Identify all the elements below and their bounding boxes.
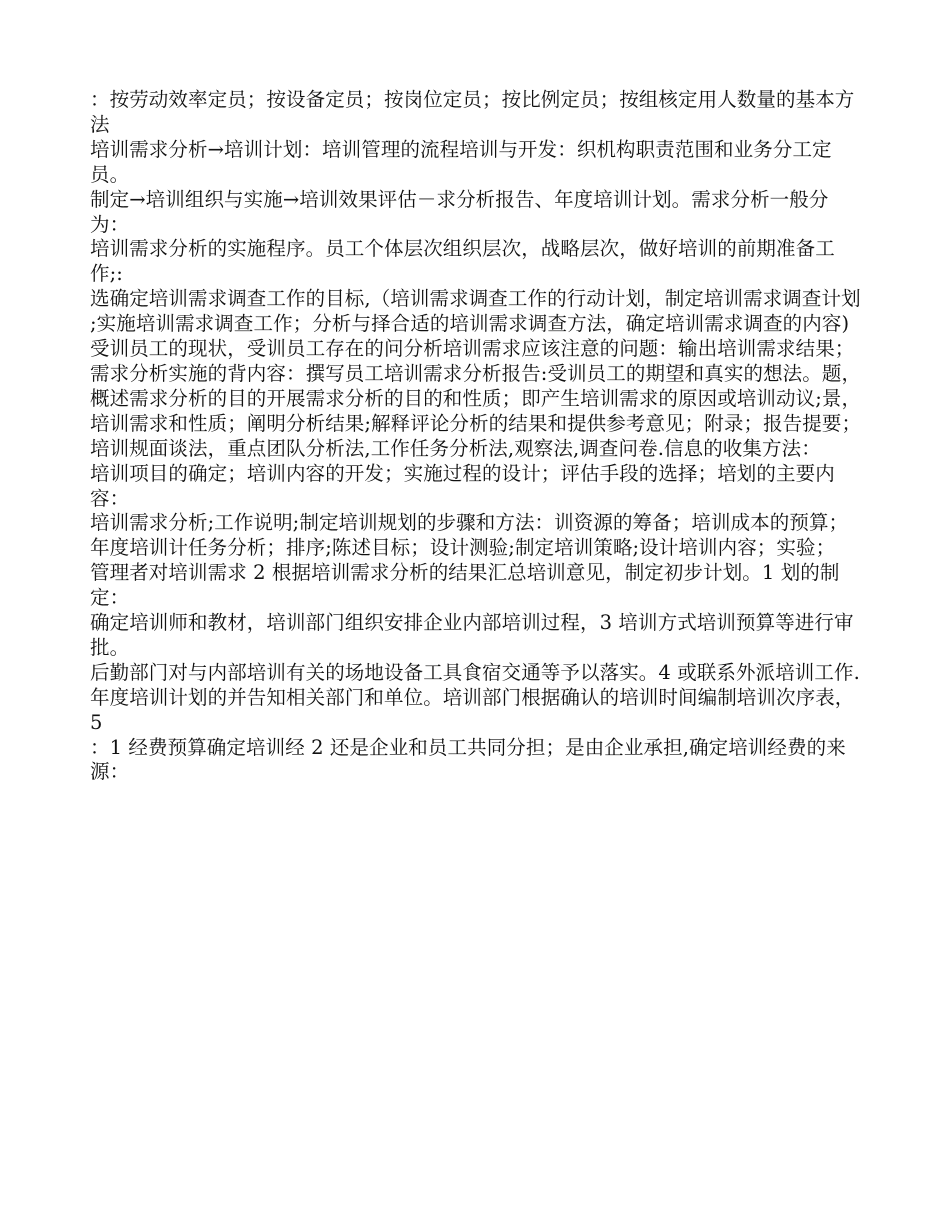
paragraph-13: 培训需求分析;工作说明;制定培训规划的步骤和方法：训资源的筹备；培训成本的预算； [90,511,849,535]
paragraph-6: ;实施培训需求调查工作；分析与择合适的培训需求调查方法，确定培训需求调查的内容) [90,312,850,336]
paragraph-4: 培训需求分析的实施程序。员工个体层次组织层次，战略层次，做好培训的前期准备工作;: [90,237,835,286]
paragraph-8: 需求分析实施的背内容：撰写员工培训需求分析报告:受训员工的期望和真实的想法。题， [90,361,862,385]
paragraph-2: 培训需求分析→培训计划：培训管理的流程培训与开发：织机构职责范围和业务分工定员。 [90,137,832,186]
document-body [90,88,865,785]
paragraph-19: ：1 经费预算确定培训经 2 还是企业和员工共同分担；是由企业承担,确定培训经费的来源： [90,735,846,784]
paragraph-7: 受训员工的现状，受训员工存在的问分析培训需求应该注意的问题：输出培训需求结果； [90,337,855,361]
paragraph-17: 后勤部门对与内部培训有关的场地设备工具食宿交通等予以落实。4 或联系外派培训工作. [90,660,860,684]
paragraph-12: 培训项目的确定；培训内容的开发；实施过程的设计；评估手段的选择；培划的主要内容： [90,461,835,510]
paragraph-18: 年度培训计划的并告知相关部门和单位。培训部门根据确认的培训时间编制培训次序表，5 [90,685,855,734]
paragraph-16: 确定培训师和教材，培训部门组织安排企业内部培训过程，3 培训方式培训预算等进行审批。 [90,611,854,659]
paragraph-10: 培训需求和性质；阐明分析结果;解释评论分析的结果和提供参考意见；附录；报告提要； [90,411,862,435]
paragraph-14: 年度培训计任务分析；排序;陈述目标；设计测验;制定培训策略;设计培训内容；实验； [90,536,836,560]
paragraph-15: 管理者对培训需求 2 根据培训需求分析的结果汇总培训意见，制定初步计划。1 划的制定： [90,561,840,610]
paragraph-5: 选确定培训需求调查工作的目标,（培训需求调查工作的行动计划，制定培训需求调查计划 [90,287,861,311]
paragraph-1: ：按劳动效率定员；按设备定员；按岗位定员；按比例定员；按组核定用人数量的基本方法 [90,88,855,136]
paragraph-3: 制定→培训组织与实施→培训效果评估－求分析报告、年度培训计划。需求分析一般分为： [90,187,829,236]
paragraph-9: 概述需求分析的目的开展需求分析的目的和性质；即产生培训需求的原因或培训动议;景， [90,386,862,410]
paragraph-11: 培训规面谈法，重点团队分析法,工作任务分析法,观察法,调查问卷.信息的收集方法： [90,436,821,460]
